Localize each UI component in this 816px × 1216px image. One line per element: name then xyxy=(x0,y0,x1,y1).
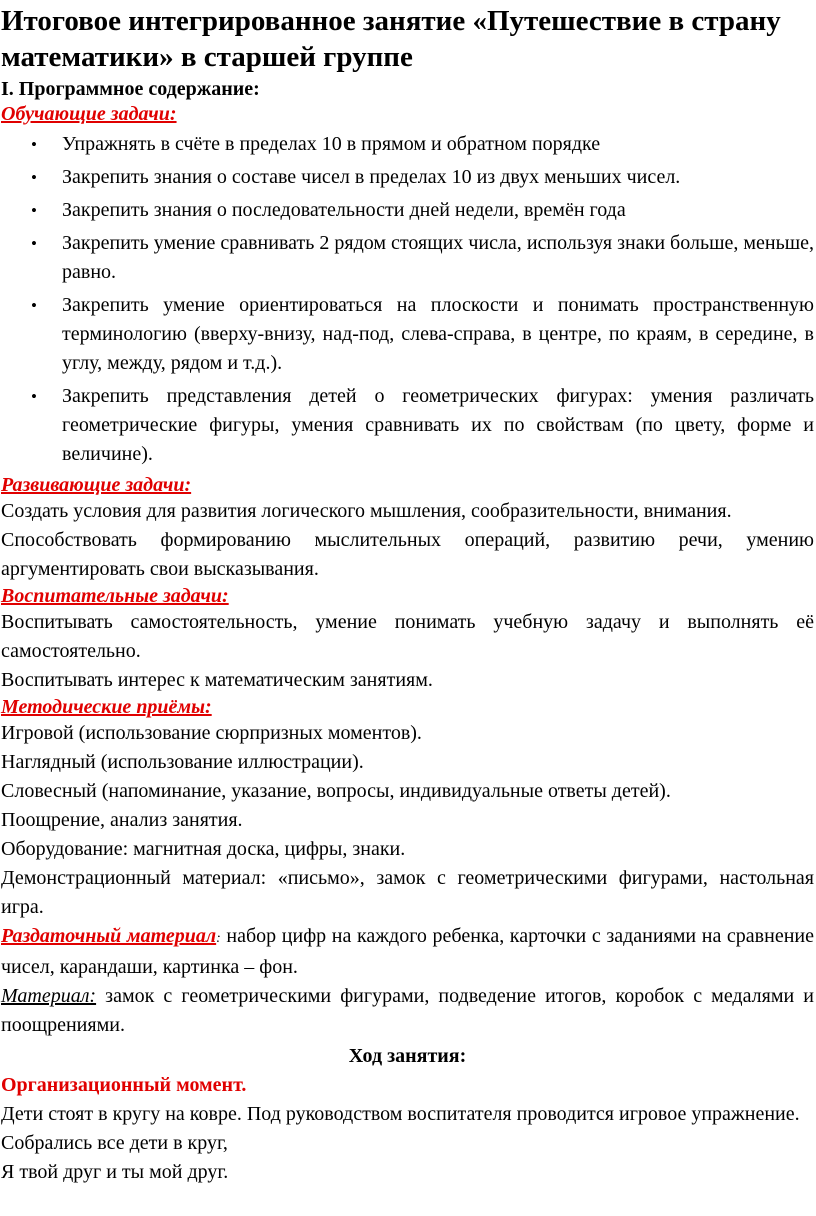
teaching-tasks-list xyxy=(1,130,814,469)
methods-paragraph: Оборудование: магнитная доска, цифры, знаки. xyxy=(1,838,406,860)
list-item: • Закрепить умение сравнивать 2 рядом стоящих числа, используя знаки больше, меньше, равно. xyxy=(1,229,814,287)
educational-paragraph: Воспитывать интерес к математическим занятиям. xyxy=(1,669,433,691)
list-item: • Закрепить умение ориентироваться на плоскости и понимать пространственную терминологию (вверху-внизу, над-под, слева-справа, в центре, по краям, в середине, в углу, между, рядом и т.д.). xyxy=(1,291,814,378)
list-item: • Упражнять в счёте в пределах 10 в прямом и обратном порядке xyxy=(1,130,814,159)
methods-paragraph: Игровой (использование сюрпризных моментов). xyxy=(1,722,422,744)
teaching-tasks-heading: Обучающие задачи: xyxy=(1,103,177,125)
methods-paragraph: Поощрение, анализ занятия. xyxy=(1,809,243,831)
handout-paragraph xyxy=(1,922,814,982)
methods-heading xyxy=(1,695,814,719)
educational-paragraph: Воспитывать самостоятельность, умение понимать учебную задачу и выполнять её самостоятельно. xyxy=(1,611,814,662)
developing-paragraph: Способствовать формированию мыслительных операций, развитию речи, умению аргументировать свои высказывания. xyxy=(1,529,814,580)
methods-paragraph: Наглядный (использование иллюстрации). xyxy=(1,751,364,773)
handout-text: набор цифр на каждого ребенка, карточки с заданиями на сравнение чисел, карандаши, картинка – фон. xyxy=(1,925,814,978)
methods-heading-colon: : xyxy=(205,696,212,718)
developing-paragraph: Создать условия для развития логического мышления, сообразительности, внимания. xyxy=(1,500,732,522)
org-moment-line: Собрались все дети в круг, xyxy=(1,1132,228,1154)
educational-tasks-heading: Воспитательные задачи: xyxy=(1,585,229,607)
document-title: Итоговое интегрированное занятие «Путешествие в страну математики» в старшей группе xyxy=(1,5,781,73)
methods-paragraph: Словесный (напоминание, указание, вопросы, индивидуальные ответы детей). xyxy=(1,780,671,802)
org-moment-line: Я твой друг и ты мой друг. xyxy=(1,1161,229,1183)
material-text: замок с геометрическими фигурами, подведение итогов, коробок с медалями и поощрениями. xyxy=(1,985,814,1036)
list-item: • Закрепить знания о составе чисел в пределах 10 из двух меньших чисел. xyxy=(1,163,814,192)
org-moment-line: Дети стоят в кругу на ковре. Под руководством воспитателя проводится игровое упражнение. xyxy=(1,1103,800,1125)
handout-label: Раздаточный материал xyxy=(1,925,217,947)
material-label: Материал: xyxy=(1,985,97,1007)
developing-tasks-heading: Развивающие задачи: xyxy=(1,474,192,496)
methods-paragraph: Демонстрационный материал: «письмо», замок с геометрическими фигурами, настольная игра. xyxy=(1,867,814,918)
org-moment-heading: Организационный момент. xyxy=(1,1074,247,1096)
material-paragraph xyxy=(1,982,814,1040)
list-item: • Закрепить представления детей о геометрических фигурах: умения различать геометрические фигуры, умения сравнивать их по свойствам (по цвету, форме и величине). xyxy=(1,382,814,469)
list-item: • Закрепить знания о последовательности дней недели, времён года xyxy=(1,196,814,225)
methods-heading-text: Методические приёмы xyxy=(1,696,206,718)
handout-colon: : xyxy=(216,931,221,946)
lesson-heading: Ход занятия: xyxy=(348,1045,467,1067)
program-heading: I. Программное содержание: xyxy=(1,78,260,100)
